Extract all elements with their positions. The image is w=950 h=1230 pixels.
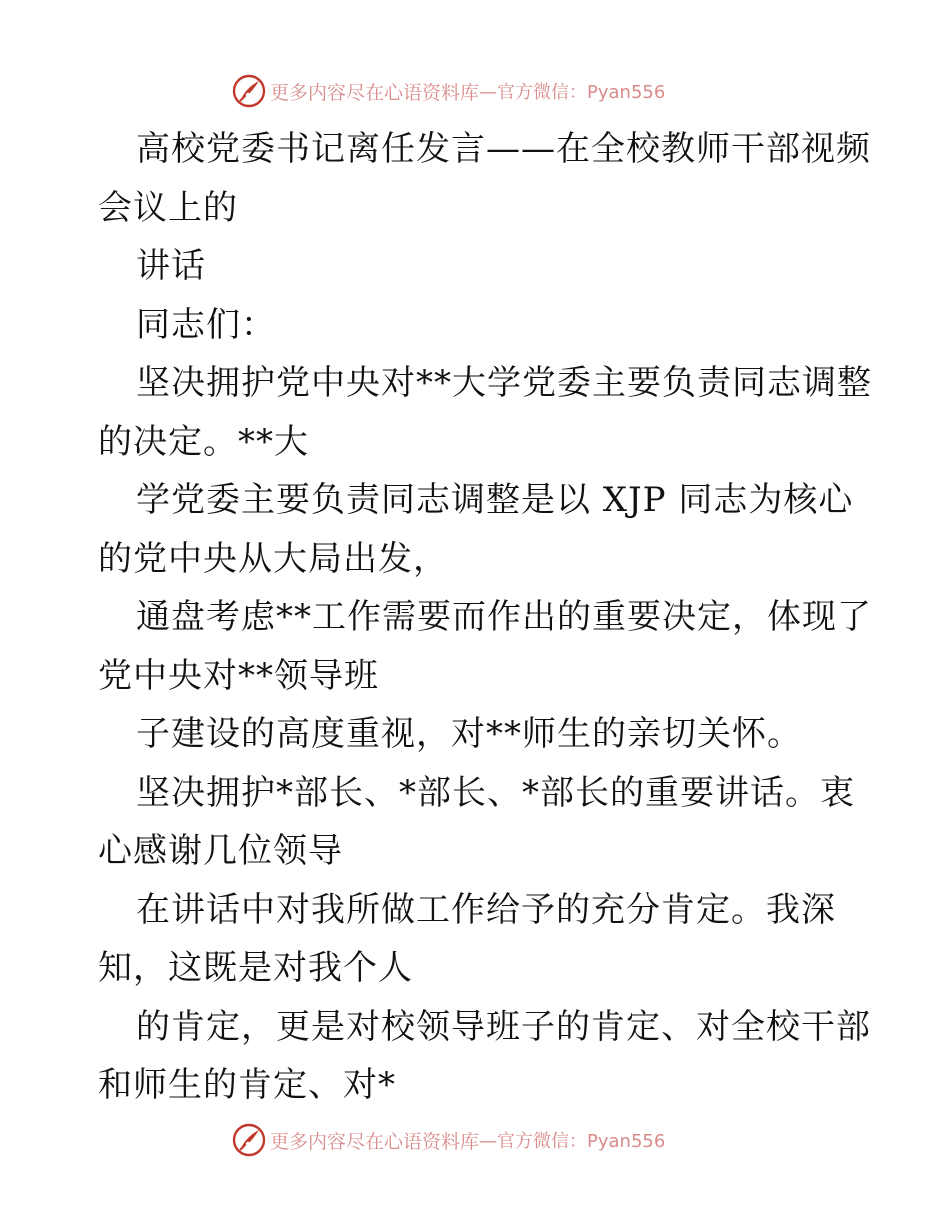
watermark-contact-text: —官方微信：Pyan556 [479,1131,666,1152]
paragraph-line: 的肯定，更是对校领导班子的肯定、对全校干部 [136,1006,871,1047]
watermark-brand-text: 更多内容尽在心语资料库 [270,81,480,104]
footer-watermark [232,1120,665,1160]
paragraph-line: 子建设的高度重视，对**师生的亲切关怀。 [136,714,802,754]
watermark-contact-text: —官方微信：Pyan556 [479,82,666,103]
paragraph-line: 和师生的肯定、对* [98,1065,396,1105]
paragraph-line: 学党委主要负责同志调整是以 XJP 同志为核心 [136,480,854,520]
quill-pen-logo-icon [232,1123,266,1157]
paragraph-line: 心感谢几位领导 [98,831,343,871]
paragraph-line: 通盘考虑**工作需要而作出的重要决定，体现了 [136,597,872,637]
document-body [98,120,872,1115]
document-title-line-1: 高校党委书记离任发言——在全校教师干部视频 [136,129,871,169]
quill-pen-logo-icon [232,74,266,108]
paragraph-line: 党中央对**领导班 [98,655,379,696]
document-title-line-2: 会议上的 [98,187,238,228]
paragraph-line: 的决定。**大 [98,421,309,462]
watermark-brand-text: 更多内容尽在心语资料库 [270,1130,480,1153]
salutation: 同志们： [136,304,276,345]
paragraph-line: 知，这既是对我个人 [98,948,413,988]
paragraph-line: 在讲话中对我所做工作给予的充分肯定。我深 [136,889,836,930]
header-watermark [232,71,665,111]
paragraph-line: 的党中央从大局出发， [98,538,448,579]
paragraph-line: 坚决拥护党中央对**大学党委主要负责同志调整 [136,363,872,403]
paragraph-line: 坚决拥护*部长、*部长、*部长的重要讲话。衷 [136,772,855,813]
document-subtitle: 讲话 [136,246,206,286]
